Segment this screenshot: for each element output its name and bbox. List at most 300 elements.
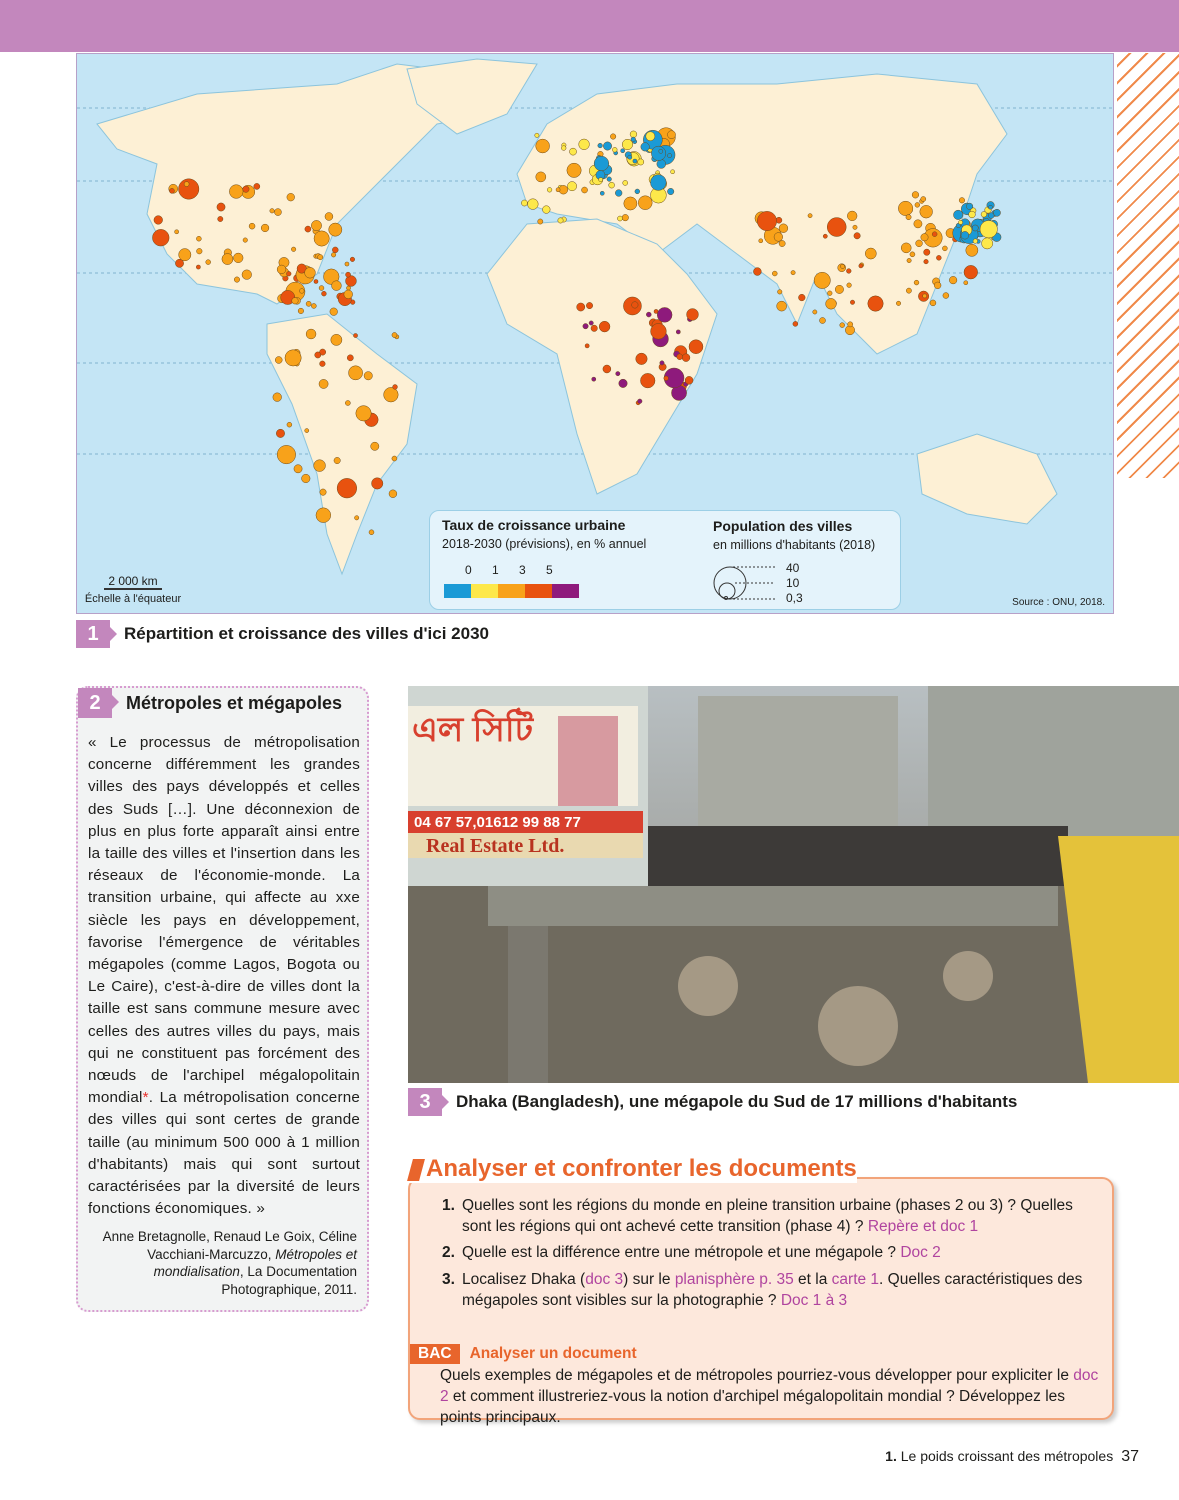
question-number: 2.	[442, 1244, 455, 1261]
city-marker	[344, 290, 353, 299]
legend-growth-subtitle: 2018-2030 (prévisions), en % annuel	[442, 537, 647, 551]
city-marker	[598, 143, 603, 148]
city-marker	[924, 259, 929, 264]
city-marker	[179, 249, 191, 261]
city-marker	[325, 213, 333, 221]
bac-title: Analyser un document	[469, 1345, 637, 1362]
city-marker	[346, 272, 351, 277]
city-marker	[916, 240, 923, 247]
question-ref-link[interactable]: Repère et doc 1	[867, 1218, 979, 1235]
city-marker	[921, 234, 928, 241]
city-marker	[846, 269, 851, 274]
doc3-title: Dhaka (Bangladesh), une mégapole du Sud de 17 millions d'habitants	[456, 1092, 1018, 1111]
questions-title: Analyser et confronter les documents	[408, 1155, 857, 1183]
city-marker	[311, 303, 316, 308]
city-marker	[332, 281, 342, 291]
city-marker	[827, 218, 846, 237]
city-marker	[254, 183, 260, 189]
photo-illustration	[408, 686, 1179, 1083]
city-marker	[650, 175, 666, 191]
city-marker	[660, 361, 664, 365]
city-marker	[667, 153, 671, 157]
city-marker	[791, 270, 795, 274]
city-marker	[320, 361, 326, 367]
city-marker	[671, 170, 675, 174]
legend-tick: 1	[492, 563, 499, 577]
city-marker	[853, 225, 857, 229]
city-marker	[270, 209, 274, 213]
city-marker	[306, 301, 311, 306]
city-marker	[389, 490, 397, 498]
city-marker	[859, 264, 863, 268]
city-marker	[943, 293, 949, 299]
city-marker	[206, 260, 211, 265]
page-number: 37	[1121, 1448, 1139, 1465]
city-marker	[777, 301, 787, 311]
doc-number: 3	[408, 1088, 442, 1116]
city-marker	[356, 406, 371, 421]
city-marker	[936, 255, 941, 260]
question-text: et la	[793, 1271, 832, 1288]
city-marker	[793, 321, 798, 326]
city-marker	[579, 139, 590, 150]
map-scale	[83, 574, 183, 605]
city-marker	[921, 196, 926, 201]
city-marker	[547, 187, 552, 192]
city-marker	[287, 193, 295, 201]
city-marker	[330, 308, 338, 316]
chapter-title: Le poids croissant des métropoles	[896, 1448, 1114, 1464]
question-text: Quelle est la différence entre une métropole et une mégapole ?	[462, 1244, 901, 1261]
city-marker	[969, 211, 976, 218]
legend-swatch	[552, 584, 579, 598]
city-marker	[583, 323, 588, 328]
city-marker	[774, 233, 783, 242]
doc3-link[interactable]: doc 3	[585, 1271, 624, 1288]
city-marker	[659, 149, 663, 153]
city-marker	[372, 478, 383, 489]
question-number: 1.	[442, 1197, 455, 1214]
authors: Anne Bretagnolle, Renaud Le Goix, Céline Vacchiani-Marcuzzo,	[102, 1229, 357, 1262]
city-marker	[332, 247, 338, 253]
city-marker	[318, 255, 323, 260]
city-marker	[222, 254, 233, 265]
sign-company: Real Estate Ltd.	[426, 835, 565, 857]
city-marker	[798, 294, 805, 301]
question-number: 3.	[442, 1271, 455, 1288]
city-marker	[827, 291, 832, 296]
bac-text-part: Quels exemples de mégapoles et de métropoles pourriez-vous développer pour expliciter le	[440, 1367, 1074, 1384]
city-marker	[299, 289, 304, 294]
glossary-asterisk[interactable]: *	[142, 1089, 149, 1107]
doc2-link[interactable]: doc 2	[440, 1367, 1099, 1405]
city-marker	[243, 186, 249, 192]
city-marker	[826, 298, 837, 309]
city-marker	[306, 329, 316, 339]
city-marker	[285, 350, 301, 366]
city-marker	[906, 215, 911, 220]
city-marker	[912, 191, 919, 198]
question-ref-link[interactable]: Doc 1 à 3	[780, 1292, 848, 1309]
pop-value: 0,3	[786, 591, 803, 605]
city-marker	[848, 322, 853, 327]
city-marker	[196, 265, 200, 269]
city-marker	[961, 231, 969, 239]
city-marker	[371, 442, 379, 450]
city-marker	[641, 143, 650, 152]
city-marker	[964, 265, 978, 279]
city-marker	[841, 264, 845, 268]
city-marker	[610, 134, 616, 140]
city-marker	[920, 205, 933, 218]
city-marker	[286, 271, 291, 276]
question-text: ) sur le	[623, 1271, 675, 1288]
city-marker	[569, 148, 576, 155]
city-marker	[305, 226, 311, 232]
city-marker	[982, 238, 993, 249]
city-marker	[854, 233, 860, 239]
city-marker	[685, 376, 693, 384]
bac-text	[440, 1365, 1110, 1428]
city-marker	[346, 286, 350, 290]
city-marker	[315, 352, 321, 358]
city-marker	[959, 198, 965, 204]
city-marker	[651, 323, 667, 339]
city-marker	[273, 393, 282, 402]
city-marker	[966, 244, 978, 256]
city-marker	[646, 132, 655, 141]
city-marker	[536, 139, 550, 153]
city-marker	[331, 334, 342, 345]
city-marker	[334, 457, 340, 463]
city-marker	[591, 325, 597, 331]
city-marker	[350, 257, 355, 262]
sign-phone: 04 67 57,01612 99 88 77	[414, 814, 581, 831]
question-1	[442, 1195, 1102, 1237]
city-marker	[275, 357, 282, 364]
city-marker	[910, 252, 915, 257]
city-marker	[364, 372, 372, 380]
city-marker	[603, 365, 611, 373]
city-marker	[233, 253, 243, 263]
legend-swatch	[498, 584, 525, 598]
book-title: Métropoles et mondialisation	[153, 1246, 357, 1279]
city-marker	[988, 205, 992, 209]
legend-pop-subtitle: en millions d'habitants (2018)	[713, 538, 876, 552]
legend-swatch	[471, 584, 498, 598]
scale-value: 2 000 km	[104, 574, 162, 590]
city-marker	[392, 332, 397, 337]
city-marker	[898, 201, 912, 215]
doc2-title: Métropoles et mégapoles	[126, 692, 343, 713]
city-marker	[217, 203, 225, 211]
city-marker	[638, 399, 643, 404]
city-marker	[585, 344, 589, 348]
planisphere-link[interactable]: planisphère p. 35	[674, 1271, 794, 1288]
city-marker	[586, 302, 592, 308]
city-marker	[567, 163, 581, 177]
city-marker	[687, 309, 699, 321]
city-marker	[628, 155, 632, 159]
city-marker	[779, 224, 788, 233]
city-marker	[814, 272, 830, 288]
city-marker	[599, 321, 610, 332]
city-marker	[676, 330, 680, 334]
city-marker	[345, 262, 349, 266]
map-source: Source : ONU, 2018.	[1012, 597, 1105, 608]
city-marker	[896, 301, 900, 305]
city-marker	[689, 340, 703, 354]
city-marker	[184, 182, 189, 187]
city-marker	[865, 248, 876, 259]
city-marker	[651, 146, 665, 160]
question-2	[442, 1242, 1102, 1263]
sign-bengali: এল সিটি	[412, 711, 534, 749]
city-marker	[850, 300, 854, 304]
city-marker	[536, 172, 546, 182]
city-marker	[291, 247, 296, 252]
city-marker	[329, 223, 342, 236]
chapter-number: 1.	[885, 1448, 897, 1464]
city-marker	[835, 285, 843, 293]
city-marker	[823, 234, 827, 238]
legend-swatch	[525, 584, 552, 598]
city-marker	[635, 189, 640, 194]
doc2-text-box	[76, 686, 369, 1312]
city-marker	[567, 182, 576, 191]
city-marker	[632, 302, 639, 309]
city-marker	[915, 202, 920, 207]
legend-tick: 0	[465, 563, 472, 577]
doc1-title: Répartition et croissance des villes d'ici 2030	[124, 624, 489, 643]
bac-header	[410, 1344, 637, 1364]
city-marker	[901, 243, 911, 253]
header-band	[0, 0, 1179, 52]
city-marker	[640, 373, 655, 388]
city-marker	[311, 220, 321, 230]
city-marker	[234, 277, 239, 282]
city-marker	[197, 248, 203, 254]
city-marker	[337, 478, 357, 498]
city-marker	[907, 258, 911, 262]
city-marker	[664, 376, 669, 381]
city-marker	[393, 385, 398, 390]
city-marker	[772, 271, 777, 276]
city-marker	[923, 294, 927, 298]
city-marker	[218, 216, 223, 221]
scale-label: Échelle à l'équateur	[84, 593, 182, 605]
city-marker	[392, 456, 397, 461]
city-marker	[932, 232, 937, 237]
city-marker	[953, 210, 962, 219]
legend-pop-values	[786, 561, 803, 606]
city-marker	[354, 334, 358, 338]
city-marker	[682, 354, 690, 362]
city-marker	[169, 188, 174, 193]
questions-box	[408, 1177, 1114, 1426]
city-marker	[966, 203, 972, 209]
city-marker	[577, 303, 585, 311]
city-marker	[527, 199, 538, 210]
city-marker	[277, 265, 286, 274]
map-legend	[429, 510, 901, 610]
city-marker	[535, 133, 539, 137]
city-marker	[981, 211, 987, 217]
quote-text: . La métropolisation concerne des villes qui sont certes de grande taille (au minimum 500 000 à 1 million d'habitants) mais qui sont surtout caractérisées par la diversité de leurs fonctions économiques. »	[88, 1089, 360, 1218]
city-marker	[906, 288, 911, 293]
city-marker	[616, 371, 620, 375]
question-text: . Quelles caractéristiques des mégapoles sont visibles sur la photographie ?	[462, 1271, 1083, 1309]
city-marker	[630, 131, 637, 138]
city-marker	[609, 182, 615, 188]
city-marker	[287, 422, 292, 427]
publisher: , La Documentation Photographique, 2011.	[221, 1264, 357, 1297]
doc2-quote	[88, 732, 360, 1220]
city-marker	[592, 377, 596, 381]
city-marker	[847, 211, 857, 221]
city-marker	[638, 159, 644, 165]
city-marker	[600, 191, 604, 195]
city-marker	[622, 214, 629, 221]
city-marker	[274, 209, 281, 216]
city-marker	[914, 280, 919, 285]
city-marker	[276, 429, 284, 437]
bac-text-part: et comment illustreriez-vous la notion d'archipel mégalopolitain mondial ? Développez les points principaux.	[440, 1388, 1066, 1426]
map1-link[interactable]: carte 1	[831, 1271, 880, 1288]
doc2-reference	[87, 1228, 357, 1298]
city-marker	[759, 239, 763, 243]
city-marker	[538, 219, 543, 224]
city-marker	[808, 214, 812, 218]
city-marker	[302, 474, 311, 483]
city-marker	[294, 465, 302, 473]
doc1-caption	[76, 620, 489, 648]
city-marker	[179, 179, 199, 199]
city-marker	[316, 508, 331, 523]
city-marker	[988, 213, 994, 219]
city-marker	[980, 221, 997, 238]
city-marker	[196, 236, 201, 241]
city-marker	[607, 177, 612, 182]
city-marker	[813, 310, 817, 314]
questions-section	[408, 1155, 1114, 1426]
city-marker	[582, 187, 588, 193]
city-marker	[542, 206, 550, 214]
city-marker	[868, 296, 883, 311]
legend-tick: 5	[546, 563, 553, 577]
legend-circles	[713, 561, 823, 607]
city-marker	[331, 253, 336, 258]
city-marker	[914, 220, 922, 228]
city-marker	[779, 240, 785, 246]
city-marker	[657, 159, 666, 168]
city-marker	[934, 282, 941, 289]
city-marker	[973, 239, 978, 244]
city-marker	[384, 387, 399, 402]
city-marker	[646, 312, 651, 317]
city-marker	[229, 185, 243, 199]
city-marker	[657, 307, 672, 322]
city-marker	[753, 268, 761, 276]
doc2-header	[78, 688, 342, 718]
city-marker	[619, 379, 627, 387]
city-marker	[777, 290, 782, 295]
legend-tick: 3	[519, 563, 526, 577]
city-marker	[615, 190, 622, 197]
city-marker	[993, 209, 1000, 216]
legend-growth-title: Taux de croissance urbaine	[442, 517, 626, 533]
city-marker	[949, 276, 957, 284]
pop-value: 40	[786, 561, 800, 575]
legend-swatch	[444, 584, 471, 598]
city-marker	[521, 200, 527, 206]
question-ref-link[interactable]: Doc 2	[900, 1244, 941, 1261]
city-marker	[840, 323, 845, 328]
city-marker	[631, 137, 636, 142]
city-marker	[621, 149, 625, 153]
city-marker	[243, 238, 248, 243]
city-marker	[175, 230, 179, 234]
city-marker	[349, 366, 363, 380]
city-marker	[322, 291, 327, 296]
city-marker	[314, 231, 329, 246]
city-marker	[617, 216, 622, 221]
city-marker	[561, 146, 566, 151]
city-marker	[354, 516, 358, 520]
city-marker	[320, 489, 326, 495]
city-marker	[819, 317, 825, 323]
city-marker	[242, 270, 252, 280]
pop-value: 10	[786, 576, 800, 590]
city-marker	[154, 216, 163, 225]
city-marker	[369, 530, 374, 535]
question-text: Quelles sont les régions du monde en pleine transition urbaine (phases 2 ou 3) ? Quelles sont les régions qui ont achevé cette transition (phase 4) ?	[462, 1197, 1073, 1235]
city-marker	[558, 218, 563, 223]
city-marker	[261, 224, 269, 232]
city-marker	[612, 147, 617, 152]
legend-pop-title: Population des villes	[713, 518, 853, 534]
bac-tag: BAC	[410, 1344, 460, 1364]
dhaka-photo	[408, 686, 1179, 1083]
city-marker	[623, 180, 628, 185]
city-marker	[249, 223, 255, 229]
city-marker	[314, 279, 318, 283]
city-marker	[599, 178, 603, 182]
world-map	[76, 53, 1114, 614]
city-marker	[152, 229, 169, 246]
city-marker	[298, 308, 304, 314]
city-marker	[942, 246, 947, 251]
city-marker	[667, 131, 675, 139]
city-marker	[347, 355, 353, 361]
australia	[917, 434, 1057, 524]
city-marker	[594, 156, 609, 171]
city-marker	[345, 400, 350, 405]
city-marker	[958, 220, 962, 224]
city-marker	[589, 321, 593, 325]
question-text: Localisez Dhaka (	[462, 1271, 586, 1288]
city-marker	[667, 188, 673, 194]
decorative-stripes	[1117, 53, 1179, 478]
city-marker	[638, 196, 652, 210]
city-marker	[305, 429, 309, 433]
question-3	[442, 1269, 1102, 1311]
city-marker	[319, 286, 324, 291]
city-marker	[556, 188, 560, 192]
city-marker	[624, 197, 637, 210]
city-marker	[319, 379, 328, 388]
city-marker	[277, 445, 295, 463]
